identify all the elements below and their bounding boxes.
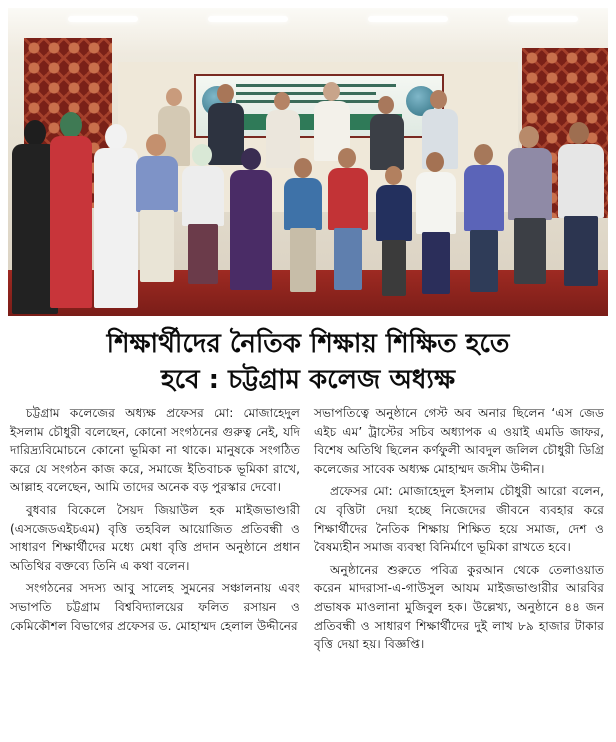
article-paragraph: অনুষ্ঠানের শুরুতে পবিত্র কুরআন থেকে তেলাওয়াত করেন মাদরাসা-এ-গাউসুল আযম মাইজভাণ্ডারীর আরবির প্রভাষক মাওলানা মুজিবুল হক। উল্লেখ্য, অনুষ্ঠানে ৪৪ জন প্রতিবন্ধী ও সাধারণ শিক্ষার্থীদের দুই লাখ ৮৯ হাজার টাকার বৃত্তি দেয়া হয়। বিজ্ঞপ্তি। — [314, 562, 604, 652]
ceiling-light — [208, 16, 288, 22]
ceiling-light — [368, 16, 448, 22]
banner-text-line — [236, 100, 386, 103]
group-photo — [8, 8, 608, 316]
article-body — [10, 404, 608, 736]
headline — [8, 326, 608, 398]
article-paragraph: সংগঠনের সদস্য আবু সালেহ সুমনের সঞ্চালনায় এবং সভাপতি চট্টগ্রাম বিশ্ববিদ্যালয়ের ফলিত রসায়ন ও কেমিকৌশল বিভাগের প্রফেসর ড. মোহাম্মদ হেলাল উদ্দীনের — [10, 581, 300, 633]
article-paragraph: সভাপতিত্বে অনুষ্ঠানে গেস্ট অব অনার ছিলেন ‘এস জেড এইচ এম’ ট্রাস্টের সচিব অধ্যাপক এ ওয়াই এমডি জাফর, বিশেষ অতিথি ছিলেন কর্ণফুলী আবদুল জলিল চৌধুরী ডিগ্রি কলেজের সাবেক অধ্যক্ষ মোহাম্মদ জসীম উদ্দীন। — [314, 406, 604, 476]
ceiling-light — [68, 16, 138, 22]
headline-line-2: হবে : চট্টগ্রাম কলেজ অধ্যক্ষ — [160, 365, 456, 395]
article-column-left — [10, 404, 300, 639]
article-paragraph: চট্টগ্রাম কলেজের অধ্যক্ষ প্রফেসর মো: মোজাহেদুল ইসলাম চৌধুরী বলেছেন, কোনো সংগঠনের গুরুত্ব নেই, যদি দারিদ্র্যবিমোচনে কোনো ভূমিকা না থাকে। মানুষকে সংগঠিত করে যে সংগঠন কাজ করে, সমাজে ইতিবাচক ভূমিকা রাখে, আল্লাহ বলেছেন, আমি তাদের অনেক বড় পুরস্কার দেবো। — [10, 406, 300, 495]
banner-text-line — [236, 84, 396, 87]
headline-line-1: শিক্ষার্থীদের নৈতিক শিক্ষায় শিক্ষিত হতে — [106, 329, 510, 359]
article-paragraph: প্রফেসর মো: মোজাহেদুল ইসলাম চৌধুরী আরো বলেন, যে বৃত্তিটা দেয়া হচ্ছে নিজেদের জীবনে ব্যবহার করে শিক্ষার্থীদের নৈতিক শিক্ষায় শিক্ষিত হয়ে সমাজ, দেশ ও বৈষম্যহীন সমাজ ব্যবস্থা বিনির্মাণে ভূমিকা রাখতে হবে। — [314, 484, 604, 555]
article-paragraph: বুধবার বিকেলে সৈয়দ জিয়াউল হক মাইজভাণ্ডারী (এসজেডএইচএম) বৃত্তি তহবিল আয়োজিত প্রতিবন্ধী ও সাধারণ শিক্ষার্থীদের মধ্যে মেধা বৃত্তি প্রদান অনুষ্ঠানে প্রধান অতিথির বক্তব্যে তিনি এ কথা বলেন। — [10, 502, 300, 573]
ceiling-light — [508, 16, 578, 22]
banner-text-line — [236, 92, 376, 95]
article-column-right — [314, 404, 604, 658]
